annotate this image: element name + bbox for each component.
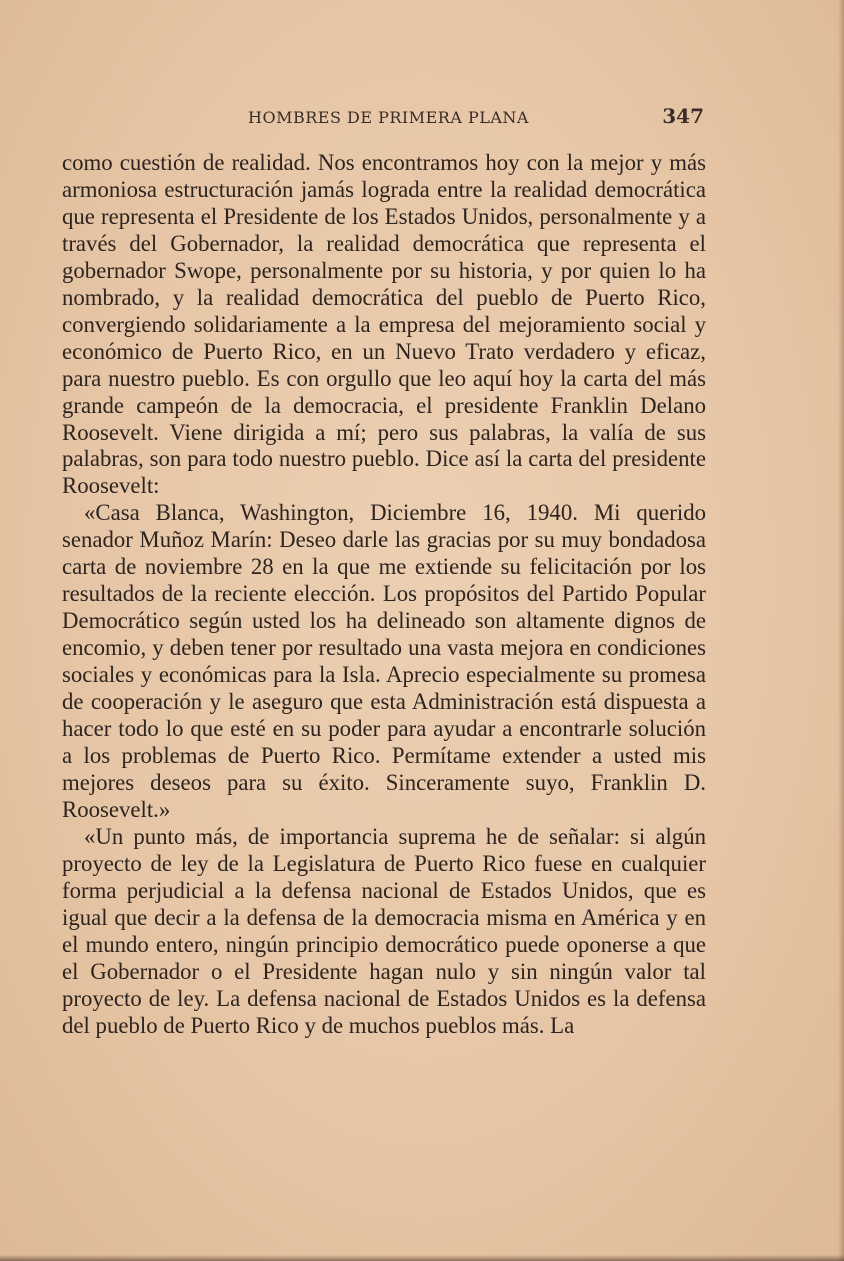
paragraph-letter-quote: «Casa Blanca, Washington, Diciembre 16, 1940. Mi querido senador Muñoz Marín: Deseo darle las gracias por su muy bondadosa carta de noviembre 28 en la que me extiende su felicitación por los resultados de la reciente elección. Los propósitos del Partido Popular Democrático según usted los ha delineado son altamente dignos de encomio, y deben tener por resultado una vasta mejora en condiciones sociales y económicas para la Isla. Aprecio especialmente su promesa de cooperación y le aseguro que esta Administración está dispuesta a hacer todo lo que esté en su poder para ayudar a encontrarle solución a los problemas de Puerto Rico. Permítame extender a usted mis mejores deseos para su éxito. Sinceramente suyo, Franklin D. Roosevelt.» xyxy=(62,500,706,822)
paragraph-intro: como cuestión de realidad. Nos encontramos hoy con la mejor y más armoniosa estructuración jamás lograda entre la realidad democrática que representa el Presidente de los Estados Unidos, personalmente y a través del Gobernador, la realidad democrática que representa el gobernador Swope, personalmente por su historia, y por quien lo ha nombrado, y la realidad democrática del pueblo de Puerto Rico, convergiendo solidariamente a la empresa del mejoramiento social y económico de Puerto Rico, en un Nuevo Trato verdadero y eficaz, para nuestro pueblo. Es con orgullo que leo aquí hoy la carta del más grande campeón de la democracia, el presidente Franklin Delano Roosevelt. Viene dirigida a mí; pero sus palabras, la valía de sus palabras, son para todo nuestro pueblo. Dice así la carta del presidente Roosevelt: xyxy=(62,150,706,499)
body-text xyxy=(62,150,706,1039)
paragraph-defense-point: «Un punto más, de importancia suprema he de señalar: si algún proyecto de ley de la Legislatura de Puerto Rico fuese en cualquier forma perjudicial a la defensa nacional de Estados Unidos, que es igual que decir a la defensa de la democracia misma en América y en el mundo entero, ningún principio democrático puede oponerse a que el Gobernador o el Presidente hagan nulo y sin ningún valor tal proyecto de ley. La defensa nacional de Estados Unidos es la defensa del pueblo de Puerto Rico y de muchos pueblos más. La xyxy=(62,823,706,1038)
running-title: HOMBRES DE PRIMERA PLANA xyxy=(248,108,529,127)
page-number: 347 xyxy=(662,104,704,128)
page-edge-shadow xyxy=(838,0,844,1261)
running-head xyxy=(62,104,706,134)
